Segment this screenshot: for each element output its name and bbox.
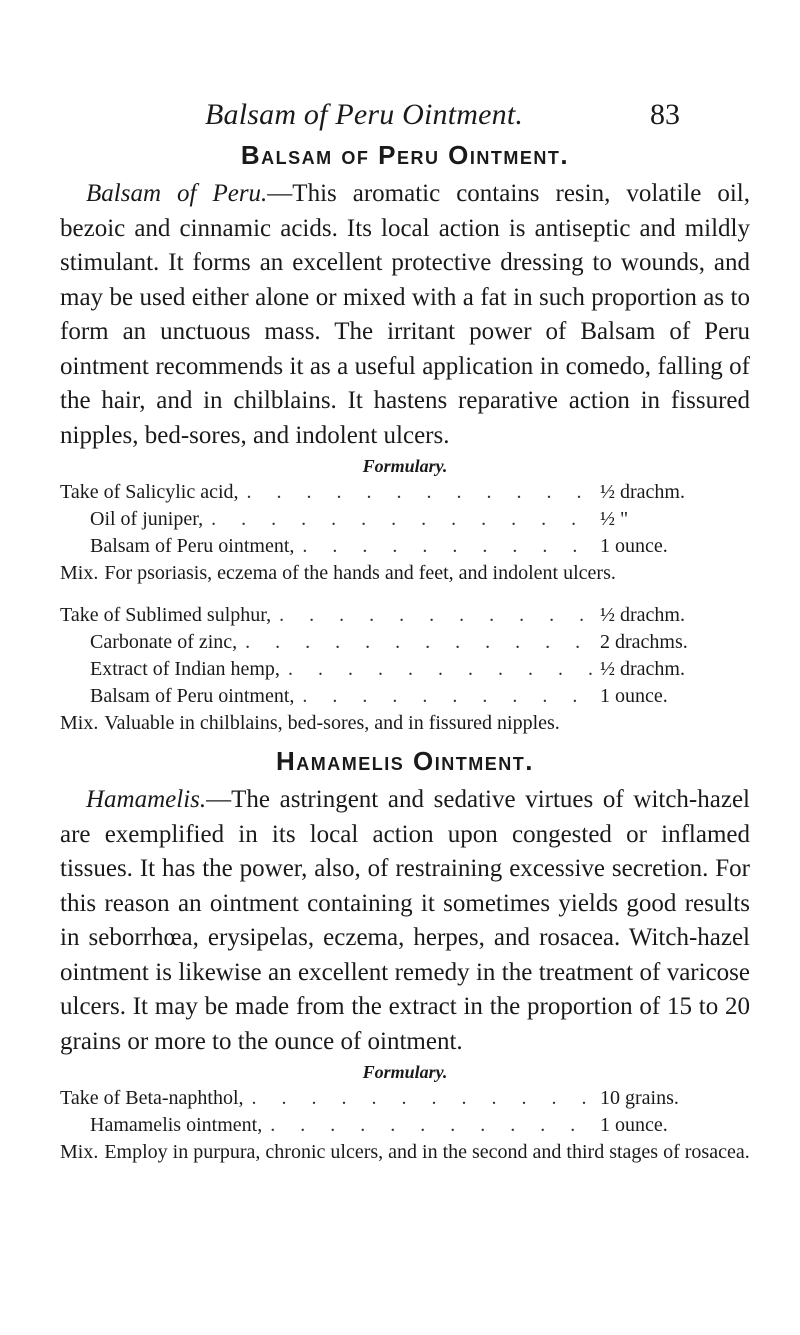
dot-leader	[237, 629, 600, 656]
dot-leader	[294, 533, 600, 560]
paragraph-lead: Balsam of Peru.	[86, 180, 268, 207]
recipe-ingredient: Balsam of Peru ointment,	[90, 685, 295, 707]
dot-leader	[203, 506, 600, 533]
running-head	[0, 98, 800, 138]
recipe-ingredient: Carbonate of zinc,	[90, 631, 238, 653]
mix-instruction	[60, 1139, 750, 1165]
dot-leader	[239, 479, 600, 506]
recipe-row	[60, 629, 750, 656]
dot-leader	[294, 683, 600, 710]
mix-text: Valuable in chilblains, bed-sores, and in fissured nipples.	[104, 712, 560, 734]
section-heading-balsam: Balsam of Peru Ointment.	[240, 140, 570, 170]
recipe-amount: ½ drachm.	[600, 604, 685, 626]
dot-leader	[280, 656, 600, 683]
page-number: 83	[650, 98, 680, 131]
recipe-ingredient: Take of Beta-naphthol,	[60, 1087, 244, 1109]
paragraph-lead: Hamamelis.	[86, 786, 207, 813]
mix-label: Mix.	[60, 1141, 99, 1163]
recipe-amount: ½ drachm.	[600, 658, 685, 680]
recipe	[60, 602, 750, 736]
mix-instruction	[60, 560, 750, 586]
dot-leader	[271, 602, 600, 629]
paragraph-text: —This aromatic contains resin, volatile oil, bezoic and cinnamic acids. Its local action is antiseptic and mildly stimulant. It forms an excellent protective dressing to wounds, and may be used either alone or mixed with a fat in such proportion as to form an unctuous mass. The irritant power of Balsam of Peru ointment recommends it as a useful application in comedo, falling of the hair, and in chilblains. It hastens reparative action in fissured nipples, bed-sores, and indolent ulcers.	[60, 180, 750, 449]
recipe-ingredient: Balsam of Peru ointment,	[90, 535, 295, 557]
recipe-amount: 10 grains.	[600, 1087, 679, 1109]
recipe-ingredient: Hamamelis ointment,	[90, 1114, 263, 1136]
running-title: Balsam of Peru Ointment.	[205, 98, 524, 131]
recipe-row	[60, 683, 750, 710]
recipe-ingredient: Take of Sublimed sulphur,	[60, 604, 272, 626]
page-body	[60, 140, 750, 1165]
recipe-row	[60, 602, 750, 629]
mix-instruction	[60, 710, 750, 736]
section-heading-hamamelis: Hamamelis Ointment.	[276, 746, 534, 776]
recipe-amount: ½ drachm.	[600, 481, 685, 503]
recipe-amount: ½ "	[600, 508, 629, 530]
paragraph-balsam	[60, 177, 750, 453]
recipe-ingredient: Extract of Indian hemp,	[90, 658, 280, 680]
mix-text: For psoriasis, eczema of the hands and feet, and indolent ulcers.	[104, 562, 616, 584]
recipe-amount: 2 drachms.	[600, 631, 688, 653]
mix-label: Mix.	[60, 562, 99, 584]
mix-label: Mix.	[60, 712, 99, 734]
dot-leader	[244, 1085, 600, 1112]
formulary-label: Formulary.	[362, 1062, 448, 1082]
paragraph-text: —The astringent and sedative virtues of witch-hazel are exemplified in its local action upon congested or inflamed tissues. It has the power, also, of restraining excessive secretion. For this reason an ointment containing it sometimes yields good results in seborrhœa, erysipelas, eczema, herpes, and rosacea. Witch-hazel ointment is likewise an excellent remedy in the treatment of varicose ulcers. It may be made from the extract in the proportion of 15 to 20 grains or more to the ounce of ointment.	[60, 786, 750, 1055]
recipe-ingredient: Take of Salicylic acid,	[60, 481, 239, 503]
recipe-amount: 1 ounce.	[600, 535, 668, 557]
recipe-ingredient: Oil of juniper,	[90, 508, 204, 530]
paragraph-hamamelis	[60, 783, 750, 1059]
dot-leader	[262, 1112, 600, 1139]
recipe-row	[60, 506, 750, 533]
mix-text: Employ in purpura, chronic ulcers, and in the second and third stages of rosacea.	[104, 1141, 750, 1163]
recipe-row	[60, 479, 750, 506]
recipe-row	[60, 1112, 750, 1139]
recipe-row	[60, 656, 750, 683]
recipe-row	[60, 1085, 750, 1112]
recipe-amount: 1 ounce.	[600, 1114, 668, 1136]
formulary-label: Formulary.	[362, 456, 448, 476]
recipe-row	[60, 533, 750, 560]
recipe-amount: 1 ounce.	[600, 685, 668, 707]
recipe	[60, 479, 750, 586]
recipe	[60, 1085, 750, 1165]
